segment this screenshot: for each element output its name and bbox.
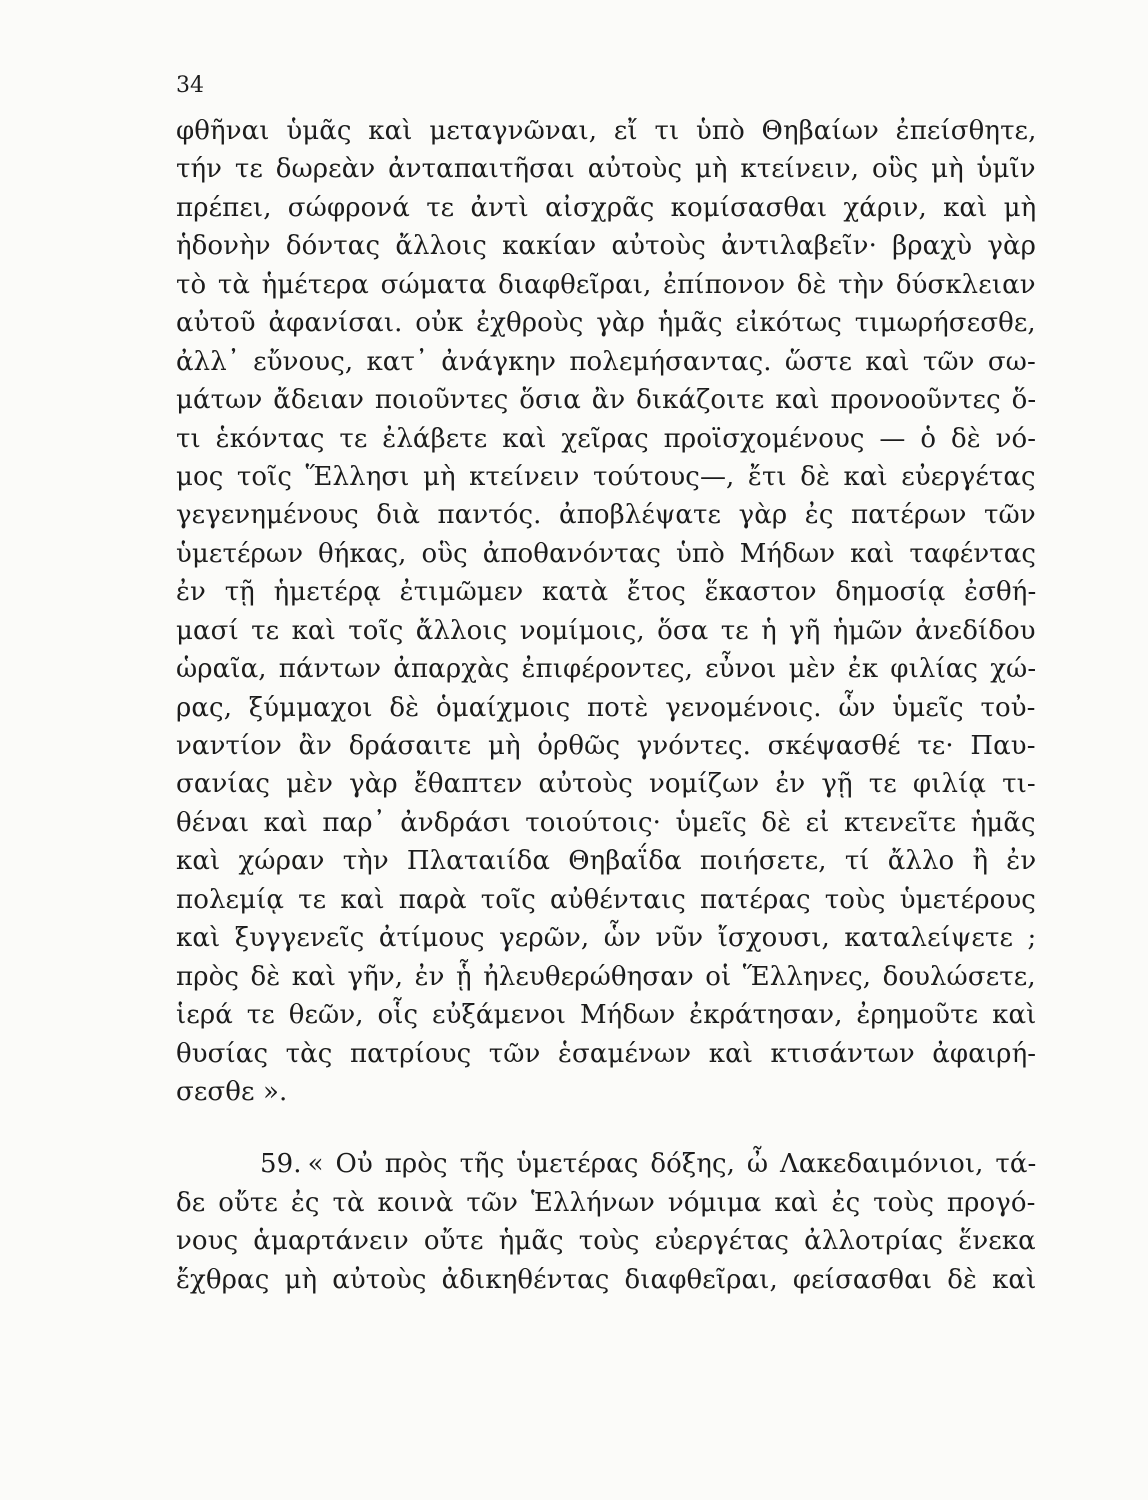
text-line: ὡραῖα, πάντων ἀπαρχὰς ἐπιφέροντες, εὖνοι μὲν ἐκ φιλίας χώ-	[176, 654, 1037, 685]
text-line: πρέπει, σώφρονά τε ἀντὶ αἰσχρᾶς κομίσασθαι χάριν, καὶ μὴ	[176, 192, 1037, 223]
text-line: ἡδονὴν δόντας ἄλλοις κακίαν αὐτοὺς ἀντιλαβεῖν· βραχὺ γὰρ	[176, 231, 1037, 262]
text-line: τήν τε δωρεὰν ἀνταπαιτῆσαι αὐτοὺς μὴ κτείνειν, οὓς μὴ ὑμῖν	[176, 154, 1036, 185]
text-line: ἱερά τε θεῶν, οἷς εὐξάμενοι Μήδων ἐκράτησαν, ἐρημοῦτε καὶ	[176, 1000, 1037, 1031]
text-line: καὶ ξυγγενεῖς ἀτίμους γερῶν, ὧν νῦν ἴσχουσι, καταλείψετε ;	[176, 923, 1037, 954]
text-line: ὑμετέρων θήκας, οὓς ἀποθανόντας ὑπὸ Μήδων καὶ ταφέντας	[176, 538, 1037, 569]
text-line: τὸ τὰ ἡμέτερα σώματα διαφθεῖραι, ἐπίπονον δὲ τὴν δύσκλειαν	[176, 269, 1036, 300]
section-first-line	[176, 1145, 1036, 1183]
text-line: πολεμίᾳ τε καὶ παρὰ τοῖς αὐθένταις πατέρας τοὺς ὑμετέρους	[176, 884, 1036, 915]
paragraph-58-continuation	[176, 112, 1036, 1111]
text-line: ἐν τῇ ἡμετέρᾳ ἐτιμῶμεν κατὰ ἔτος ἕκαστον δημοσίᾳ ἐσθή-	[176, 577, 1037, 608]
text-line: τι ἑκόντας τε ἐλάβετε καὶ χεῖρας προϊσχομένους — ὁ δὲ νό-	[176, 423, 1037, 454]
paragraph-gap	[176, 1111, 1036, 1145]
text-line: θέναι καὶ παρ᾽ ἀνδράσι τοιούτοις· ὑμεῖς δὲ εἰ κτενεῖτε ἡμᾶς	[176, 807, 1036, 838]
paragraph-59	[176, 1145, 1036, 1299]
text-line: ναντίον ἂν δράσαιτε μὴ ὀρθῶς γνόντες. σκέψασθέ τε· Παυ-	[176, 731, 1036, 761]
text-line: δε οὔτε ἐς τὰ κοινὰ τῶν Ἑλλήνων νόμιμα καὶ ἐς τοὺς προγό-	[176, 1187, 1036, 1218]
text-line: σανίας μὲν γὰρ ἔθαπτεν αὐτοὺς νομίζων ἐν γῇ τε φιλίᾳ τι-	[176, 769, 1036, 800]
text-line: θυσίας τὰς πατρίους τῶν ἑσαμένων καὶ κτισάντων ἀφαιρή-	[176, 1038, 1037, 1069]
text-line: ἀλλ᾽ εὔνους, κατ᾽ ἀνάγκην πολεμήσαντας. ὥστε καὶ τῶν σω-	[176, 346, 1036, 377]
section-number: 59.	[260, 1149, 302, 1180]
text-line: μασί τε καὶ τοῖς ἄλλοις νομίμοις, ὅσα τε ἡ γῆ ἡμῶν ἀνεδίδου	[176, 615, 1036, 646]
text-line: νους ἁμαρτάνειν οὔτε ἡμᾶς τοὺς εὐεργέτας ἀλλοτρίας ἕνεκα	[176, 1226, 1036, 1257]
text-line: μος τοῖς Ἕλλησι μὴ κτείνειν τούτους—, ἔτι δὲ καὶ εὐεργέτας	[176, 461, 1036, 492]
text-line: ρας, ξύμμαχοι δὲ ὁμαίχμοις ποτὲ γενομένοις. ὧν ὑμεῖς τοὐ-	[176, 692, 1036, 723]
text-line: πρὸς δὲ καὶ γῆν, ἐν ᾗ ἠλευθερώθησαν οἱ Ἕλληνες, δουλώσετε,	[176, 961, 1036, 992]
section-first-line-text: « Οὐ πρὸς τῆς ὑμετέρας δόξης, ὦ Λακεδαιμόνιοι, τά-	[307, 1149, 1037, 1180]
main-text	[176, 112, 1036, 1299]
text-line: μάτων ἄδειαν ποιοῦντες ὅσια ἂν δικάζοιτε καὶ προνοοῦντες ὅ-	[176, 385, 1037, 416]
text-line: ἔχθρας μὴ αὐτοὺς ἀδικηθέντας διαφθεῖραι, φείσασθαι δὲ καὶ	[176, 1264, 1037, 1295]
text-line: γεγενημένους διὰ παντός. ἀποβλέψατε γὰρ ἐς πατέρων τῶν	[176, 500, 1036, 531]
page-number: 34	[176, 73, 204, 98]
text-line: αὐτοῦ ἀφανίσαι. οὐκ ἐχθροὺς γὰρ ἡμᾶς εἰκότως τιμωρήσεσθε,	[176, 308, 1036, 339]
text-line: καὶ χώραν τὴν Πλαταιίδα Θηβαΐδα ποιήσετε, τί ἄλλο ἢ ἐν	[176, 846, 1037, 877]
text-line: φθῆναι ὑμᾶς καὶ μεταγνῶναι, εἴ τι ὑπὸ Θηβαίων ἐπείσθητε,	[176, 116, 1037, 146]
text-line: σεσθε ».	[176, 1076, 288, 1107]
